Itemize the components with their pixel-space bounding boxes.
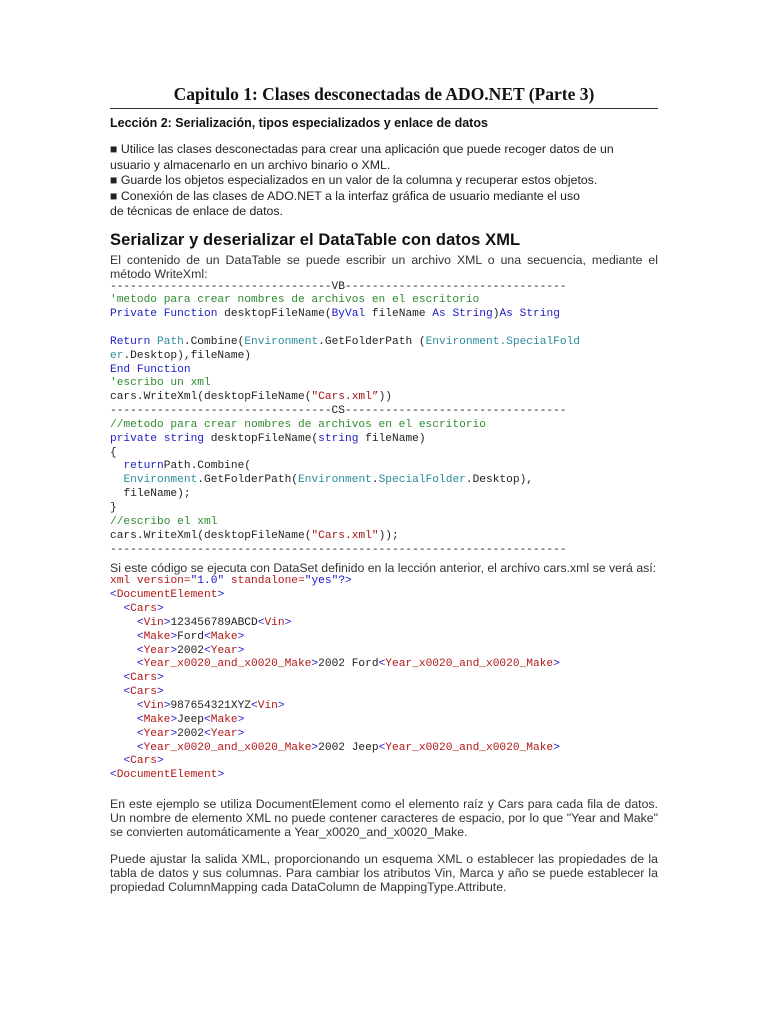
vb-separator: ---------------------------------VB--------------------------------- [110,280,567,293]
xml-attr-value: "yes" [304,575,339,588]
xml-tag: DocumentElement [116,589,218,602]
cs-text: .GetFolderPath( [197,474,299,487]
xml-tag: Year_x0020_and_x0020_Make [143,741,312,754]
cs-text: { [110,446,117,459]
objective-line: ■ Conexión de las clases de ADO.NET a la interfaz gráfica de usuario mediante el uso [110,188,580,203]
vb-type: Environment [244,335,319,348]
xml-tag: Make [210,630,238,643]
xml-tag: Year [143,727,171,740]
cs-keyword: string [318,432,359,445]
cs-text: )); [378,529,399,542]
cs-string: "Cars.xml" [311,529,379,542]
xml-tag: Make [210,713,238,726]
cs-code-block: ---------------------------------CS--------------------------------- //metodo para crear nombres de archivos en el escritorio private string desktopFileName(string fileName) { returnPath.Combine( Environment.GetFolderPath(Environment.SpecialFolder.Desktop), fileName); } //escribo el xml cars.WriteXml(desktopFileName("Cars.xml")); -------------------------------------------------------------------- [110,405,567,556]
xml-value: 2002 Jeep [318,741,379,754]
xml-tag: Make [143,630,171,643]
vb-keyword: Private [110,308,157,321]
cs-text: } [110,502,117,514]
xml-value: Jeep [177,713,205,726]
xml-tag: Year_x0020_and_x0020_Make [385,658,554,671]
vb-keyword: As [499,308,513,321]
xml-tag: Year [210,644,238,657]
xml-tag: Year_x0020_and_x0020_Make [143,658,312,671]
document-page [110,84,658,894]
xml-tag: Vin [257,699,278,712]
xml-decl: xml [110,575,131,588]
cs-text: fileName); [123,488,191,501]
cs-text: fileName) [358,432,426,445]
xml-tag: Cars [130,755,158,768]
vb-text: .Desktop),fileName) [123,349,251,362]
xml-value: Ford [177,630,205,643]
explanation-paragraph: En este ejemplo se utiliza DocumentElement como el elemento raíz y Cars para cada fila de datos. Un nombre de elemento XML no puede contener caracteres de espacio, por lo que "Year and Make" se convierten automáticamente a Year_x0020_and_x0020_Make. [110,797,658,840]
vb-code-block [110,281,658,406]
xml-tag: Vin [143,699,164,712]
objectives-list [110,142,658,220]
xml-value: 123456789ABCD [170,616,258,629]
vb-type: er [110,349,124,362]
vb-comment: 'metodo para crear nombres de archivos en el escritorio [110,294,480,307]
vb-text: )) [378,391,392,404]
xml-tag: Vin [264,616,285,629]
xml-tag: Year_x0020_and_x0020_Make [385,741,554,754]
vb-type: Environment [425,335,500,348]
vb-text: .Combine( [183,335,245,348]
xml-value: 987654321XYZ [170,699,252,712]
vb-keyword: ByVal [331,308,366,321]
xml-tag: Year [143,644,171,657]
xml-tag: Cars [130,603,158,616]
vb-keyword: Function [136,363,191,376]
xml-code-block: xml version="1.0" standalone="yes"?> <DocumentElement> <Cars> <Vin>123456789ABCD<Vin> <Make>Ford<Make> <Year>2002<Year> <Year_x0020_and_x0020_Make>2002 Ford<Year_x0020_and_x0020_Make> <Cars> <Cars> <Vin>987654321XYZ<Vin> <Make>Jeep<Make> <Year>2002<Year> <Year_x0020_and_x0020_Make>2002 Jeep<Year_x0020_and_x0020_Make> <Cars> <DocumentElement> [110,575,560,782]
objective-line: ■ Guarde los objetos especializados en un valor de la columna y recuperar estos objetos. [110,173,598,187]
adjust-paragraph: Puede ajustar la salida XML, proporcionando un esquema XML o establecer las propiedades de la tabla de datos y sus columnas. Para cambiar los atributos Vin, Marca y año se puede establecer la propiedad ColumnMapping cada DataColumn de MappingType.Attribute. [110,852,658,895]
objective-line: ■ Utilice las clases desconectadas para crear una aplicación que puede recoger datos de un [110,142,614,156]
vb-text: fileName [365,308,433,321]
section-heading: Serializar y deserializar el DataTable con datos XML [110,230,521,249]
cs-text: .Desktop), [465,474,534,487]
cs-separator: -------------------------------------------------------------------- [110,543,567,556]
xml-decl-end: ?> [338,575,352,588]
vb-text: .GetFolderPath ( [318,335,426,348]
xml-tag: Vin [143,616,164,629]
vb-string: "Cars.xml” [311,391,379,404]
vb-type: Path [157,335,184,348]
cs-text: desktopFileName( [204,432,319,445]
xml-tag: DocumentElement [116,769,218,782]
vb-text: desktopFileName( [217,308,332,321]
xml-value: 2002 [177,644,205,657]
cs-comment: //metodo para crear nombres de archivos en el escritorio [110,418,486,431]
xml-attr-value: "1.0" [190,575,225,588]
cs-keyword: return [123,460,164,473]
vb-keyword: End [110,363,131,376]
xml-tag: Make [143,713,171,726]
vb-keyword: Function [163,308,218,321]
result-paragraph: Si este código se ejecuta con DataSet definido en la lección anterior, el archivo cars.xml se verá así: [110,561,657,576]
lesson-subtitle: Lección 2: Serialización, tipos especializados y enlace de datos [110,116,488,130]
xml-tag: Year [210,727,238,740]
xml-tag: Cars [130,672,158,685]
cs-text: cars.WriteXml(desktopFileName( [110,529,312,542]
vb-keyword: Return [110,335,151,348]
xml-attr: version= [130,575,191,588]
vb-type: .SpecialFold [499,335,581,348]
intro-paragraph: El contenido de un DataTable se puede escribir un archivo XML o una secuencia, mediante el método WriteXml: [110,252,658,281]
vb-keyword: String [519,308,560,321]
xml-value: 2002 Ford [318,658,379,671]
vb-text: cars.WriteXml(desktopFileName( [110,391,312,404]
cs-separator: ---------------------------------CS--------------------------------- [110,405,567,418]
cs-text: Path.Combine( [163,460,252,473]
xml-value: 2002 [177,727,205,740]
objective-line: de técnicas de enlace de datos. [110,204,283,218]
cs-type: Environment [298,474,372,487]
xml-tag: Cars [130,686,158,699]
vb-keyword: String [452,308,493,321]
xml-attr: standalone= [224,575,305,588]
vb-text: ) [492,308,500,321]
vb-comment: 'escribo un xml [110,377,211,390]
cs-keyword: string [163,432,205,445]
cs-type: SpecialFolder [378,474,466,487]
objective-line: usuario y almacenarlo en un archivo binario o XML. [110,157,391,172]
cs-comment: //escribo el xml [110,515,218,528]
cs-type: Environment [123,474,198,487]
cs-keyword: private [110,432,157,445]
vb-keyword: As [432,308,446,321]
page-title: Capitulo 1: Clases desconectadas de ADO.NET (Parte 3) [110,84,658,109]
